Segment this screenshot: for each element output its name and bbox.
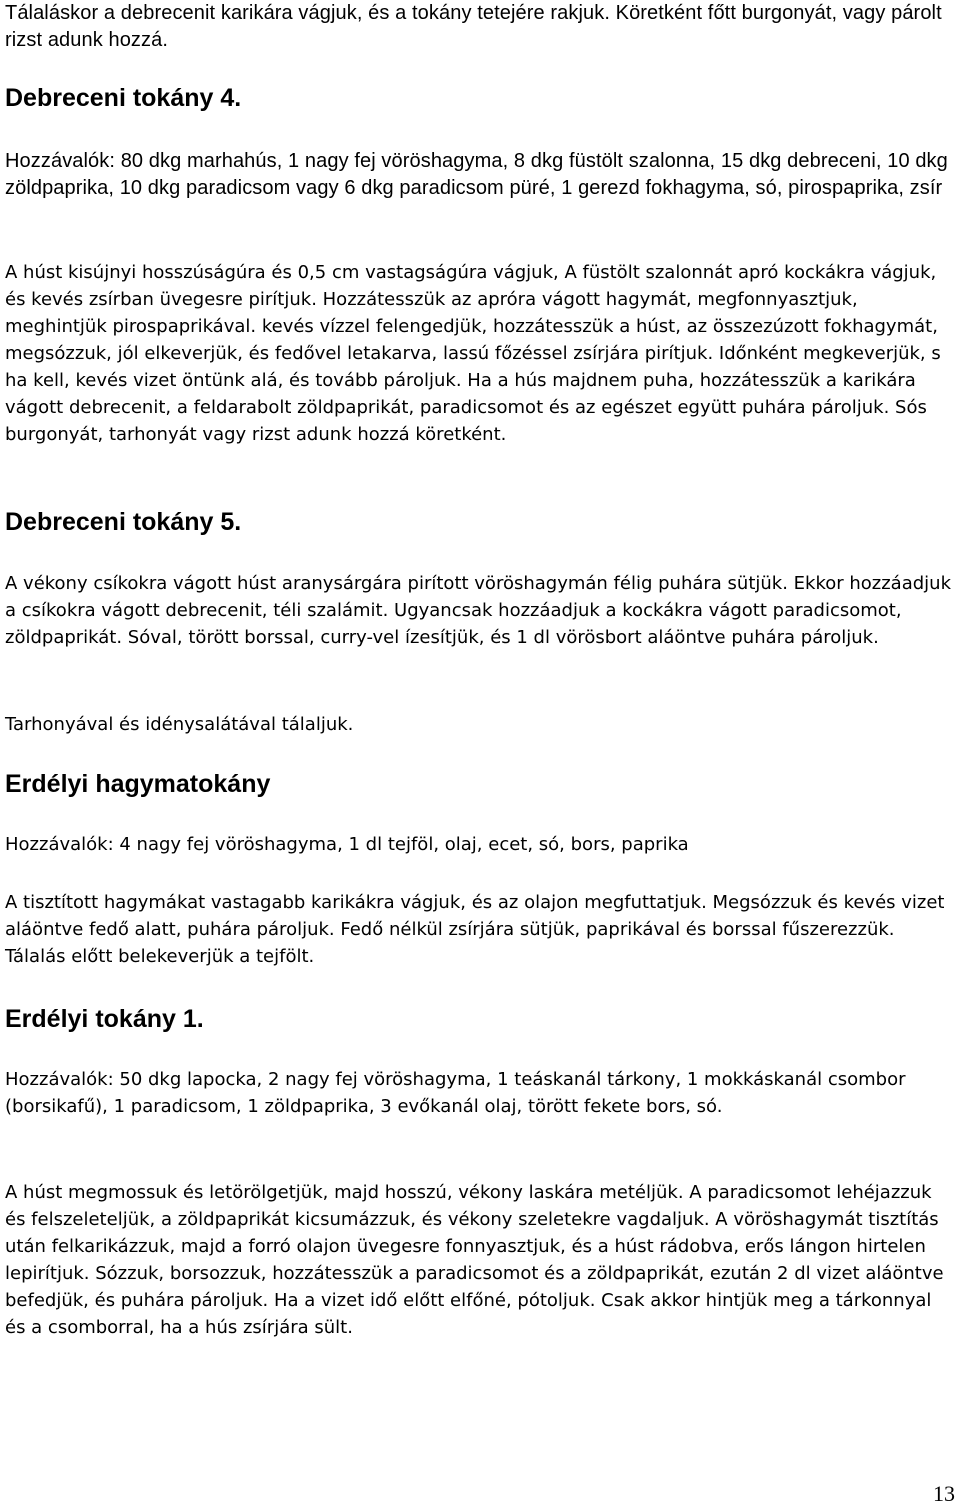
- method-debreceni-tokany-4: A húst kisújnyi hosszúságúra és 0,5 cm vastagságúra vágjuk, A füstölt szalonnát apró kockákra vágjuk, és kevés zsírban üvegesre pirítjuk. Hozzátesszük az apróra vágott hagymát, megfonnyasztjuk, meghintjük pirospaprikával. kevés vízzel felengedjük, hozzátesszük a húst, az összezúzott fokhagymát, megsózzuk, jól elkeverjük, és fedővel letakarva, lassú főzéssel zsírjára pirítjuk. Időnként megkeverjük, s ha kell, kevés vizet öntünk alá, és tovább pároljuk. Ha a hús majdnem puha, hozzátesszük a karikára vágott debrecenit, a feldarabolt zöldpaprikát, paradicsomot és az egészet együtt puhára pároljuk. Sós burgonyát, tarhonyát vagy rizst adunk hozzá köretként.: [5, 262, 941, 445]
- intro-paragraph: Tálaláskor a debrecenit karikára vágjuk, és a tokány tetejére rakjuk. Köretként főtt burgonyát, vagy párolt rizst adunk hozzá.: [5, 2, 942, 51]
- ingredients-erdelyi-hagymatokany: Hozzávalók: 4 nagy fej vöröshagyma, 1 dl tejföl, olaj, ecet, só, bors, paprika: [5, 834, 689, 855]
- ingredients-debreceni-tokany-4: Hozzávalók: 80 dkg marhahús, 1 nagy fej vöröshagyma, 8 dkg füstölt szalonna, 15 dkg debreceni, 10 dkg zöldpaprika, 10 dkg paradicsom vagy 6 dkg paradicsom püré, 1 gerezd fokhagyma, só, pirospaprika, zsír: [5, 150, 948, 199]
- heading-erdelyi-tokany-1: Erdélyi tokány 1.: [5, 1005, 204, 1033]
- ingredients-erdelyi-tokany-1: Hozzávalók: 50 dkg lapocka, 2 nagy fej vöröshagyma, 1 teáskanál tárkony, 1 mokkáskanál csombor (borsikafű), 1 paradicsom, 1 zöldpaprika, 3 evőkanál olaj, törött fekete bors, só.: [5, 1069, 906, 1117]
- page-number: 13: [933, 1481, 955, 1506]
- method-erdelyi-tokany-1: A húst megmossuk és letörölgetjük, majd hosszú, vékony laskára metéljük. A paradicsomot lehéjazzuk és felszeleteljük, a zöldpaprikát kicsumázzuk, és vékony szeletekre vagdaljuk. A vöröshagymát tisztítás után felkarikázzuk, majd a forró olajon üvegesre fonnyasztjuk, és a húst rádobva, erős lángon hirtelen lepirítjuk. Sózzuk, borsozzuk, hozzátesszük a paradicsomot és a zöldpaprikát, ezután 2 dl vizet aláöntve befedjük, és puhára pároljuk. Ha a vizet idő előtt elfőné, pótoljuk. Csak akkor hintjük meg a tárkonnyal és a csomborral, ha a hús zsírjára sült.: [5, 1182, 944, 1338]
- heading-debreceni-tokany-5: Debreceni tokány 5.: [5, 508, 242, 536]
- method-erdelyi-hagymatokany: A tisztított hagymákat vastagabb karikákra vágjuk, és az olajon megfuttatjuk. Megsózzuk és kevés vizet aláöntve fedő alatt, puhára pároljuk. Fedő nélkül zsírjára sütjük, paprikával és borssal fűszerezzük. Tálalás előtt belekeverjük a tejfölt.: [5, 892, 945, 967]
- serving-debreceni-tokany-5: Tarhonyával és idénysalátával tálaljuk.: [5, 714, 354, 735]
- method-debreceni-tokany-5: A vékony csíkokra vágott húst aranysárgára pirított vöröshagymán félig puhára sütjük. Ekkor hozzáadjuk a csíkokra vágott debrecenit, téli szalámit. Ugyancsak hozzáadjuk a kockákra vágott paradicsomot, zöldpaprikát. Sóval, törött borssal, curry-vel ízesítjük, és 1 dl vörösbort aláöntve puhára pároljuk.: [5, 573, 952, 648]
- heading-erdelyi-hagymatokany: Erdélyi hagymatokány: [5, 770, 271, 798]
- heading-debreceni-tokany-4: Debreceni tokány 4.: [5, 84, 242, 112]
